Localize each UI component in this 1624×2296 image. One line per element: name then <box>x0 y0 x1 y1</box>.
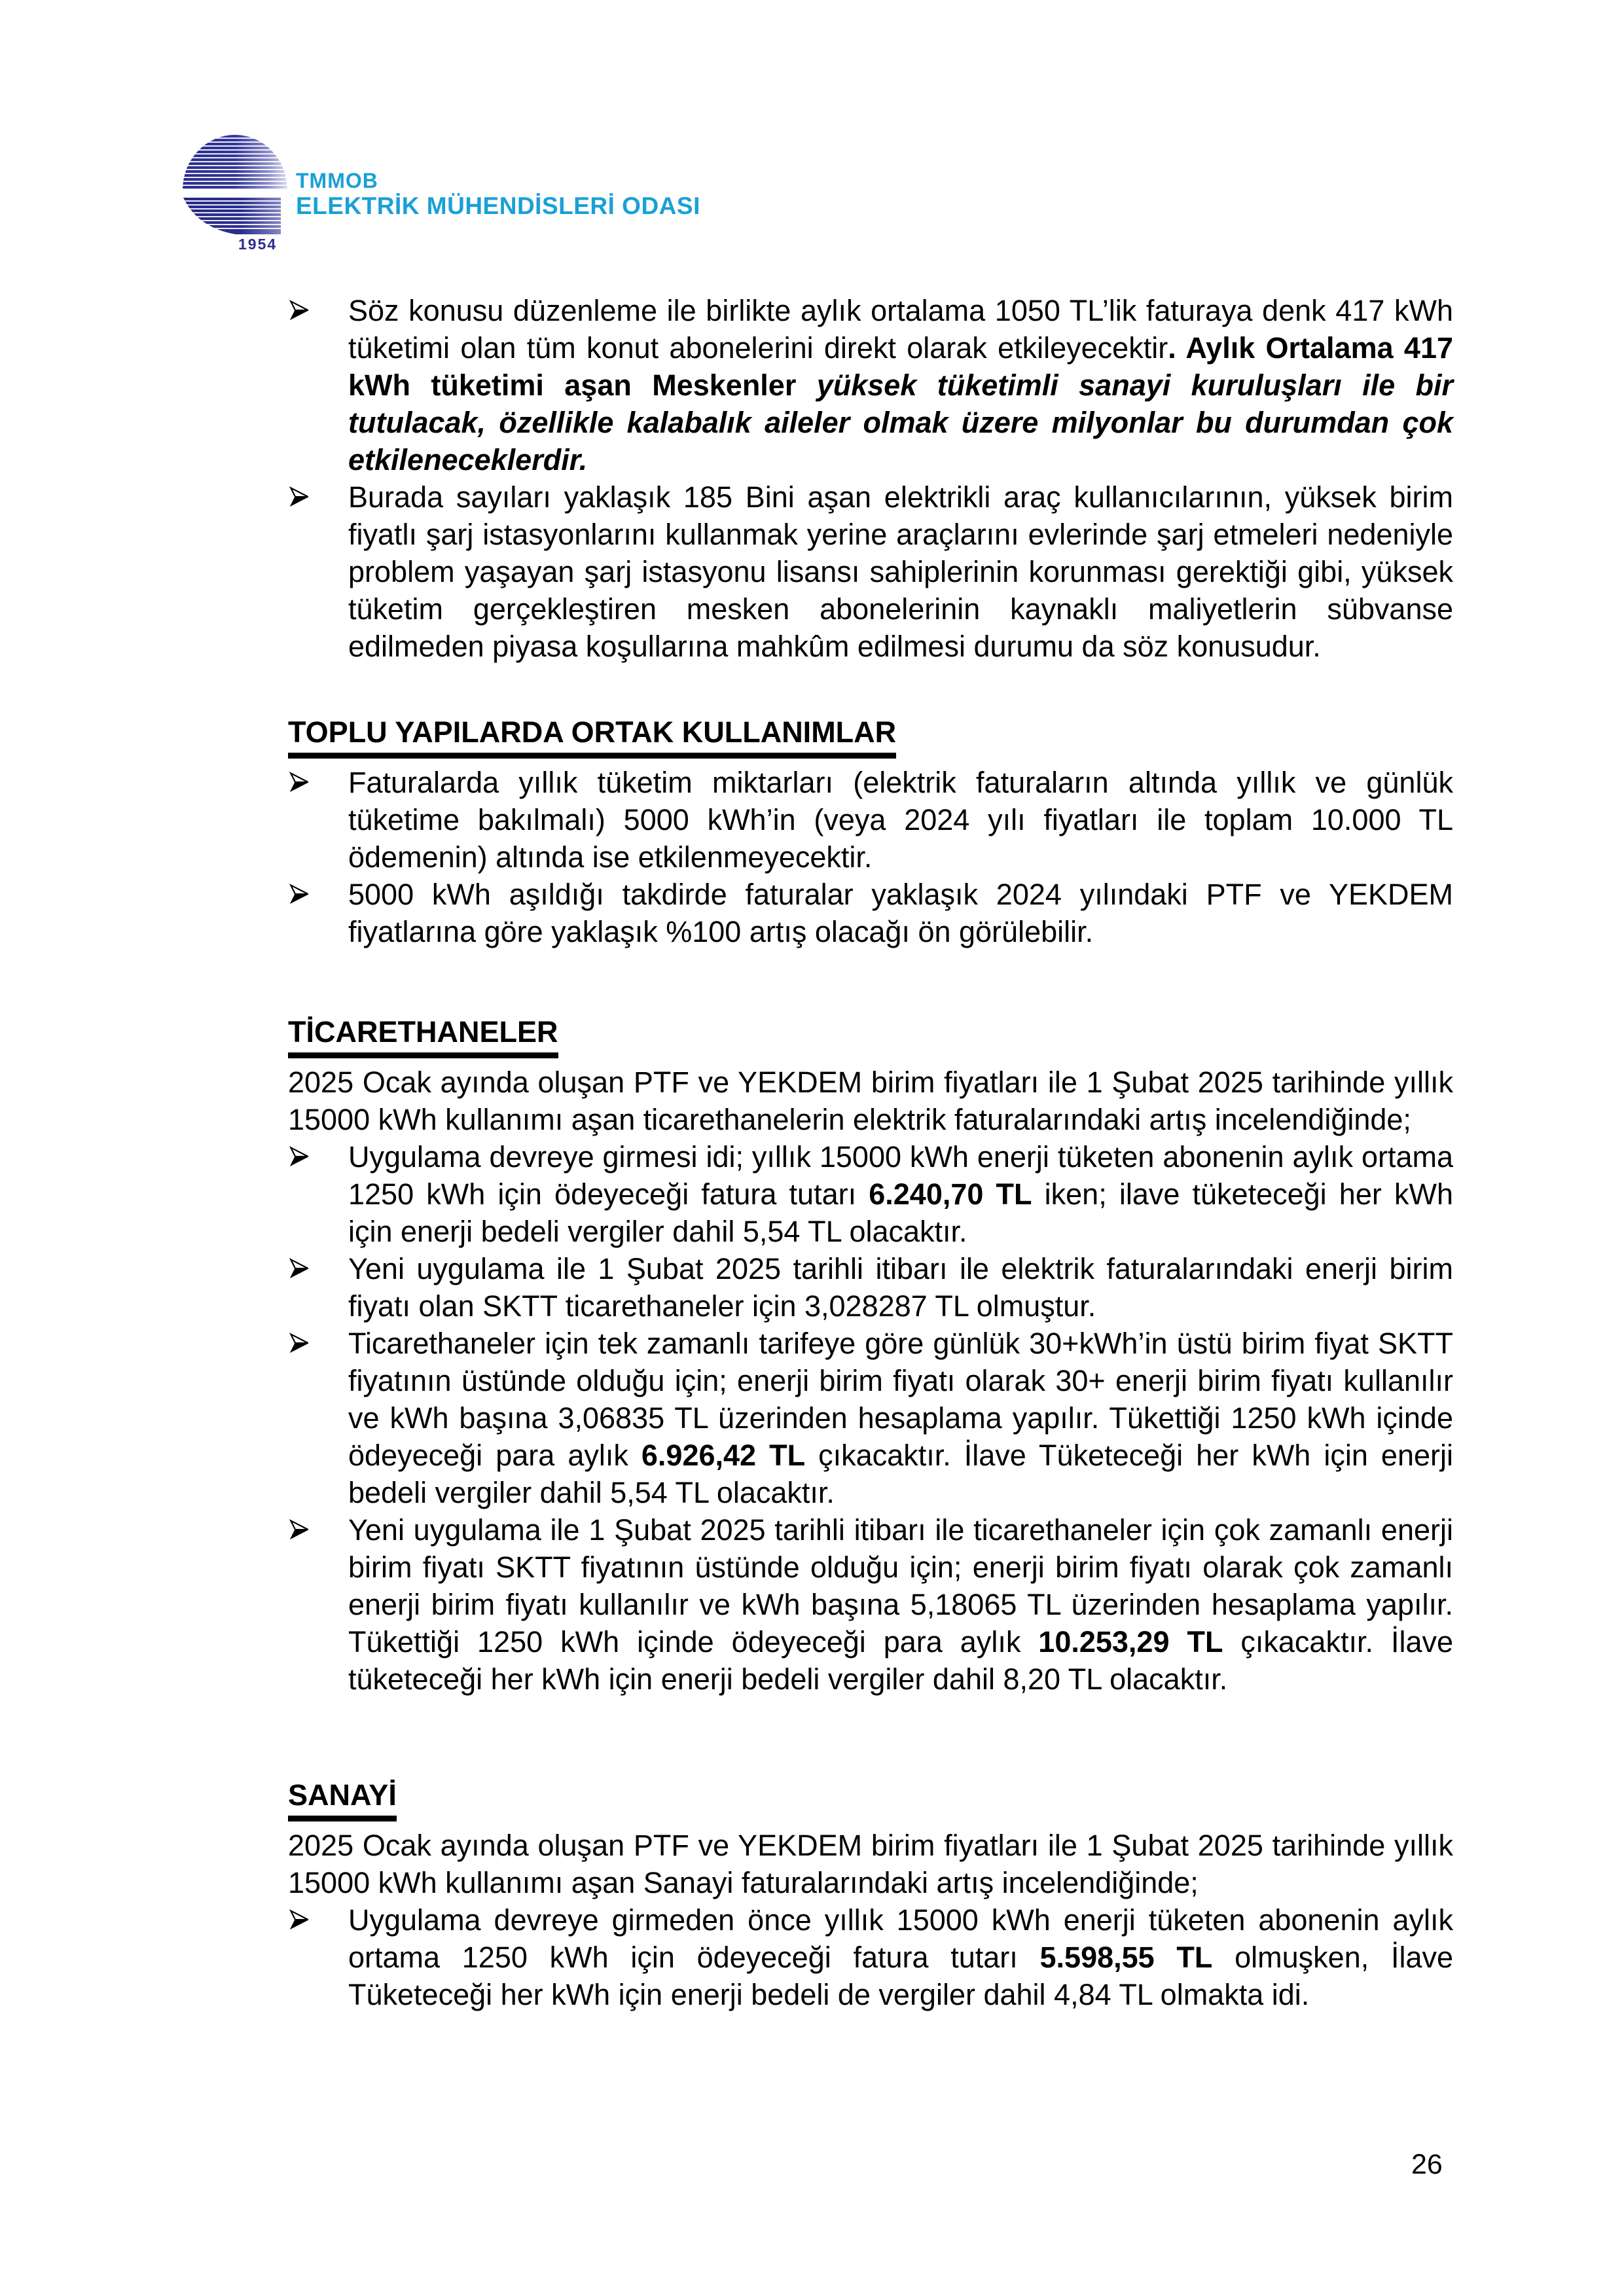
text-run: Yeni uygulama ile 1 Şubat 2025 tarihli itibarı ile ticarethaneler için çok zamanlı enerji birim fiyatı SKTT fiyatının üstünde olduğu için; enerji birim fiyatı olarak çok zamanlı enerji birim fiyatı kullanılır ve kWh başına 5,18065 TL üzerinden hesaplama yapılır. Tükettiği 1250 kWh içinde ödeyeceği para aylık <box>348 1513 1453 1659</box>
bullet-text <box>348 1138 1453 1250</box>
text-run: Söz konusu düzenleme ile birlikte aylık ortalama 1050 TL’lik faturaya denk 417 kWh tüketimi olan tüm konut abonelerini direkt olarak etkileyecektir <box>348 294 1453 365</box>
arrow-bullet-icon <box>288 1250 348 1280</box>
emo-globe-icon <box>182 135 288 253</box>
bullet-text <box>348 1511 1453 1698</box>
text-run: yüksek tüketimli sanayi kuruluşları ile bir tutulacak, özellikle kalabalık aileler olmak üzere milyonlar bu durumdan çok etkileneceklerdir. <box>348 368 1454 476</box>
bullet-text <box>348 1250 1453 1325</box>
bullet-text <box>348 478 1453 665</box>
bullet-text <box>348 292 1453 478</box>
arrow-bullet-icon <box>288 478 348 508</box>
arrow-bullet-icon <box>288 876 348 905</box>
bullet-text <box>348 876 1453 950</box>
arrow-bullet-icon <box>288 1138 348 1168</box>
section-heading <box>288 713 1453 759</box>
section-heading-text: SANAYİ <box>288 1776 397 1821</box>
document-section <box>288 1776 1453 2013</box>
bullet-item <box>288 1325 1453 1511</box>
text-run: iken; ilave tüketeceği her kWh için enerji bedeli vergiler dahil 5,54 TL olacaktır. <box>348 1177 1453 1248</box>
text-run: çıkacaktır. İlave Tüketeceği her kWh için enerji bedeli vergiler dahil 5,54 TL olacaktır. <box>348 1439 1453 1509</box>
text-run: çıkacaktır. İlave tüketeceği her kWh için enerji bedeli vergiler dahil 8,20 TL olacaktır. <box>348 1625 1453 1696</box>
org-name-tmmob: TMMOB <box>296 169 378 192</box>
bullet-item <box>288 478 1453 665</box>
bullet-text <box>348 1325 1453 1511</box>
arrow-bullet-icon <box>288 292 348 321</box>
page-number: 26 <box>1411 2149 1443 2180</box>
document-section <box>288 292 1453 665</box>
arrow-bullet-icon <box>288 1901 348 1931</box>
arrow-bullet-icon <box>288 764 348 793</box>
section-heading <box>288 1776 1453 1821</box>
section-intro: 2025 Ocak ayında oluşan PTF ve YEKDEM birim fiyatları ile 1 Şubat 2025 tarihinde yıllık 15000 kWh kullanımı aşan Sanayi faturalarındaki artış incelendiğinde; <box>288 1829 1453 1899</box>
document-section <box>288 713 1453 950</box>
text-run: 5000 kWh aşıldığı takdirde faturalar yaklaşık 2024 yılındaki PTF ve YEKDEM fiyatlarına göre yaklaşık %100 artış olacağı ön görülebilir. <box>348 878 1453 948</box>
section-intro: 2025 Ocak ayında oluşan PTF ve YEKDEM birim fiyatları ile 1 Şubat 2025 tarihinde yıllık 15000 kWh kullanımı aşan ticarethanelerin elektrik faturalarındaki artış incelendiğinde; <box>288 1066 1453 1136</box>
bullet-item <box>288 1901 1453 2013</box>
bullet-item <box>288 292 1453 478</box>
text-run: 10.253,29 TL <box>1038 1625 1223 1659</box>
section-heading-text: TOPLU YAPILARDA ORTAK KULLANIMLAR <box>288 713 896 759</box>
text-run: 6.926,42 TL <box>641 1439 806 1472</box>
bullet-item <box>288 1511 1453 1698</box>
bullet-text <box>348 1901 1453 2013</box>
text-run: Yeni uygulama ile 1 Şubat 2025 tarihli itibarı ile elektrik faturalarındaki enerji birim fiyatı olan SKTT ticarethaneler için 3,028287 TL olmuştur. <box>348 1252 1453 1323</box>
bullet-item <box>288 1138 1453 1250</box>
text-run: Burada sayıları yaklaşık 185 Bini aşan elektrikli araç kullanıcılarının, yüksek birim fiyatlı şarj istasyonlarını kullanmak yerine araçlarını evlerinde şarj etmeleri nedeniyle problem yaşayan şarj istasyonu lisansı sahiplerinin korunması gerektiği gibi, yüksek tüketim gerçekleştiren mesken abonelerinin kaynaklı maliyetlerin sübvanse edilmeden piyasa koşullarına mahkûm edilmesi durumu da söz konusudur. <box>348 480 1453 663</box>
text-run: 5.598,55 TL <box>1039 1941 1213 1974</box>
arrow-bullet-icon <box>288 1325 348 1354</box>
text-run: olmuşken, İlave Tüketeceği her kWh için enerji bedeli de vergiler dahil 4,84 TL olmakta idi. <box>348 1941 1453 2011</box>
bullet-item <box>288 1250 1453 1325</box>
bullet-item <box>288 876 1453 950</box>
org-logo <box>182 135 700 253</box>
section-heading-text: TİCARETHANELER <box>288 1013 558 1058</box>
text-run: Uygulama devreye girmeden önce yıllık 15000 kWh enerji tüketen abonenin aylık ortama 1250 kWh için ödeyeceği fatura tutarı <box>348 1903 1453 1974</box>
section-heading <box>288 1013 1453 1058</box>
text-run: Uygulama devreye girmesi idi; yıllık 15000 kWh enerji tüketen abonenin aylık ortama 1250 kWh için ödeyeceği fatura tutarı <box>348 1140 1453 1211</box>
logo-year: 1954 <box>238 236 278 253</box>
org-name-block <box>296 135 700 220</box>
document-body <box>288 292 1453 2013</box>
text-run: 6.240,70 TL <box>869 1177 1032 1211</box>
org-name-emo: ELEKTRİK MÜHENDİSLERİ ODASI <box>296 192 700 219</box>
text-run: . Aylık Ortalama 417 kWh tüketimi aşan Meskenler <box>348 331 1454 402</box>
text-run: Faturalarda yıllık tüketim miktarları (elektrik faturaların altında yıllık ve günlük tüketime bakılmalı) 5000 kWh’in (veya 2024 yılı fiyatları ile toplam 10.000 TL ödemenin) altında ise etkilenmeyecektir. <box>348 766 1453 874</box>
text-run: Ticarethaneler için tek zamanlı tarifeye göre günlük 30+kWh’in üstü birim fiyat SKTT fiyatının üstünde olduğu için; enerji birim fiyatı olarak 30+ enerji birim fiyatı kullanılır ve kWh başına 3,06835 TL üzerinden hesaplama yapılır. Tükettiği 1250 kWh içinde ödeyeceği para aylık <box>348 1327 1453 1472</box>
bullet-text <box>348 764 1453 876</box>
bullet-item <box>288 764 1453 876</box>
document-section <box>288 1013 1453 1698</box>
arrow-bullet-icon <box>288 1511 348 1541</box>
